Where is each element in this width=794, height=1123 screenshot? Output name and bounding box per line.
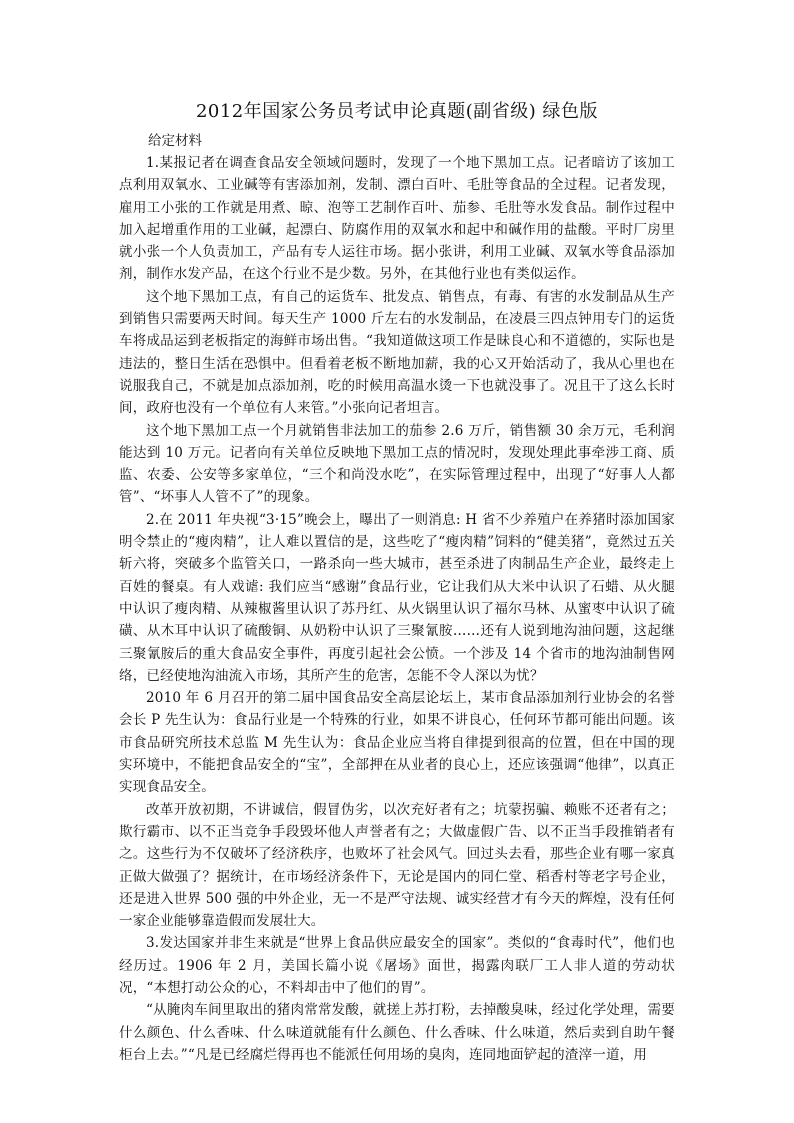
paragraph-1: 1.某报记者在调查食品安全领域问题时，发现了一个地下黑加工点。记者暗访了该加工点利用双氧水、工业碱等有害添加剂，发制、漂白百叶、毛肚等食品的全过程。记者发现，雇用工小张的工作就是用煮、晾、泡等工艺制作百叶、茄参、毛肚等水发食品。制作过程中加入起增重作用的工业碱，起漂白、防腐作用的双氧水和起中和碱作用的盐酸。平时厂房里就小张一个人负责加工，产品有专人运往市场。据小张讲，利用工业碱、双氧水等食品添加剂，制作水发产品，在这个行业不是少数。另外，在其他行业也有类似运作。 — [119, 155, 675, 283]
paragraph-7: 3.发达国家并非生来就是“世界上食品供应最安全的国家”。类似的“食毒时代”，他们也经历过。1906 年 2 月，美国长篇小说《屠场》面世，揭露肉联厂工人非人道的劳动状况，“本想打动公众的心，不料却击中了他们的胃”。 — [119, 935, 675, 996]
paragraph-3: 这个地下黑加工点一个月就销售非法加工的茄参 2.6 万斤，销售额 30 余万元，毛利润能达到 10 万元。记者向有关单位反映地下黑加工点的情况时，发现处理此事牵涉工商、质监、农委、公安等多家单位，“三个和尚没水吃”，在实际管理过程中，出现了“好事人人都管”、“坏事人人管不了”的现象。 — [119, 422, 675, 506]
paragraph-4: 2.在 2011 年央视“3·15”晚会上，曝出了一则消息: H 省不少养殖户在养猪时添加国家明令禁止的“瘦肉精”，让人难以置信的是，这些吃了“瘦肉精”饲料的“健美猪”，竟然过五关斩六将，突破多个监管关口，一路杀向一些大城市，甚至杀进了肉制品生产企业，最终走上百姓的餐桌。有人戏谑: 我们应当“感谢”食品行业，它让我们从大米中认识了石蜡、从火腿中认识了瘦肉精、从辣椒酱里认识了苏丹红、从火锅里认识了福尔马林、从蜜枣中认识了硫磺、从木耳中认识了硫酸铜、从奶粉中认识了三聚氰胺……还有人说到地沟油问题，这起继三聚氰胺后的重大食品安全事件，再度引起社会公愤。一个涉及 14 个省市的地沟油制售网络，已经使地沟油流入市场，其所产生的危害，怎能不令人深以为忧？ — [119, 511, 675, 684]
paragraph-5: 2010 年 6 月召开的第二届中国食品安全高层论坛上，某市食品添加剂行业协会的名誉会长 P 先生认为：食品行业是一个特殊的行业，如果不讲良心，任何环节都可能出问题。该市食品研究所技术总监 M 先生认为：食品企业应当将自律提到很高的位置，但在中国的现实环境中，不能把食品安全的“宝”，全部押在从业者的良心上，还应该强调“他律”，以真正实现食品安全。 — [119, 690, 675, 796]
paragraph-8: “从腌肉车间里取出的猪肉常常发酸，就搓上苏打粉，去掉酸臭味，经过化学处理，需要什么颜色、什么香味、什么味道就能有什么颜色、什么香味、什么味道，然后卖到自助午餐柜台上去。”“凡是已经腐烂得再也不能派任何用场的臭肉，连同地面铲起的渣滓一道，用 — [119, 1002, 675, 1063]
paragraph-2: 这个地下黑加工点，有自己的运货车、批发点、销售点，有毒、有害的水发制品从生产到销售只需要两天时间。每天生产 1000 斤左右的水发制品，在凌晨三四点钟用专门的运货车将成品运到老板指定的海鲜市场出售。“我知道做这项工作是昧良心和不道德的，实际也是违法的，整日生活在恐惧中。但看着老板不断地加薪，我的心又开始活动了，我从心里也在说服我自己，不就是加点添加剂，吃的时候用高温水烫一下也就没事了。况且干了这么长时间，政府也没有一个单位有人来管。”小张向记者坦言。 — [119, 288, 675, 417]
document-title: 2012年国家公务员考试申论真题(副省级) 绿色版 — [195, 101, 599, 122]
paragraph-6: 改革开放初期，不讲诚信，假冒伪劣，以次充好者有之；坑蒙拐骗、赖账不还者有之；欺行霸市、以不正当竞争手段毁坏他人声誉者有之；大做虚假广告、以不正当手段推销者有之。这些行为不仅破坏了经济秩序，也败坏了社会风气。回过头去看，那些企业有哪一家真正做大做强了？据统计，在市场经济条件下，无论是国内的同仁堂、稻香村等老字号企业，还是进入世界 500 强的中外企业，无一不是严守法规、诚实经营才有今天的辉煌，没有任何一家企业能够靠造假而发展壮大。 — [119, 801, 675, 930]
section-label: 给定材料 — [148, 133, 202, 149]
document-page — [119, 100, 675, 1066]
